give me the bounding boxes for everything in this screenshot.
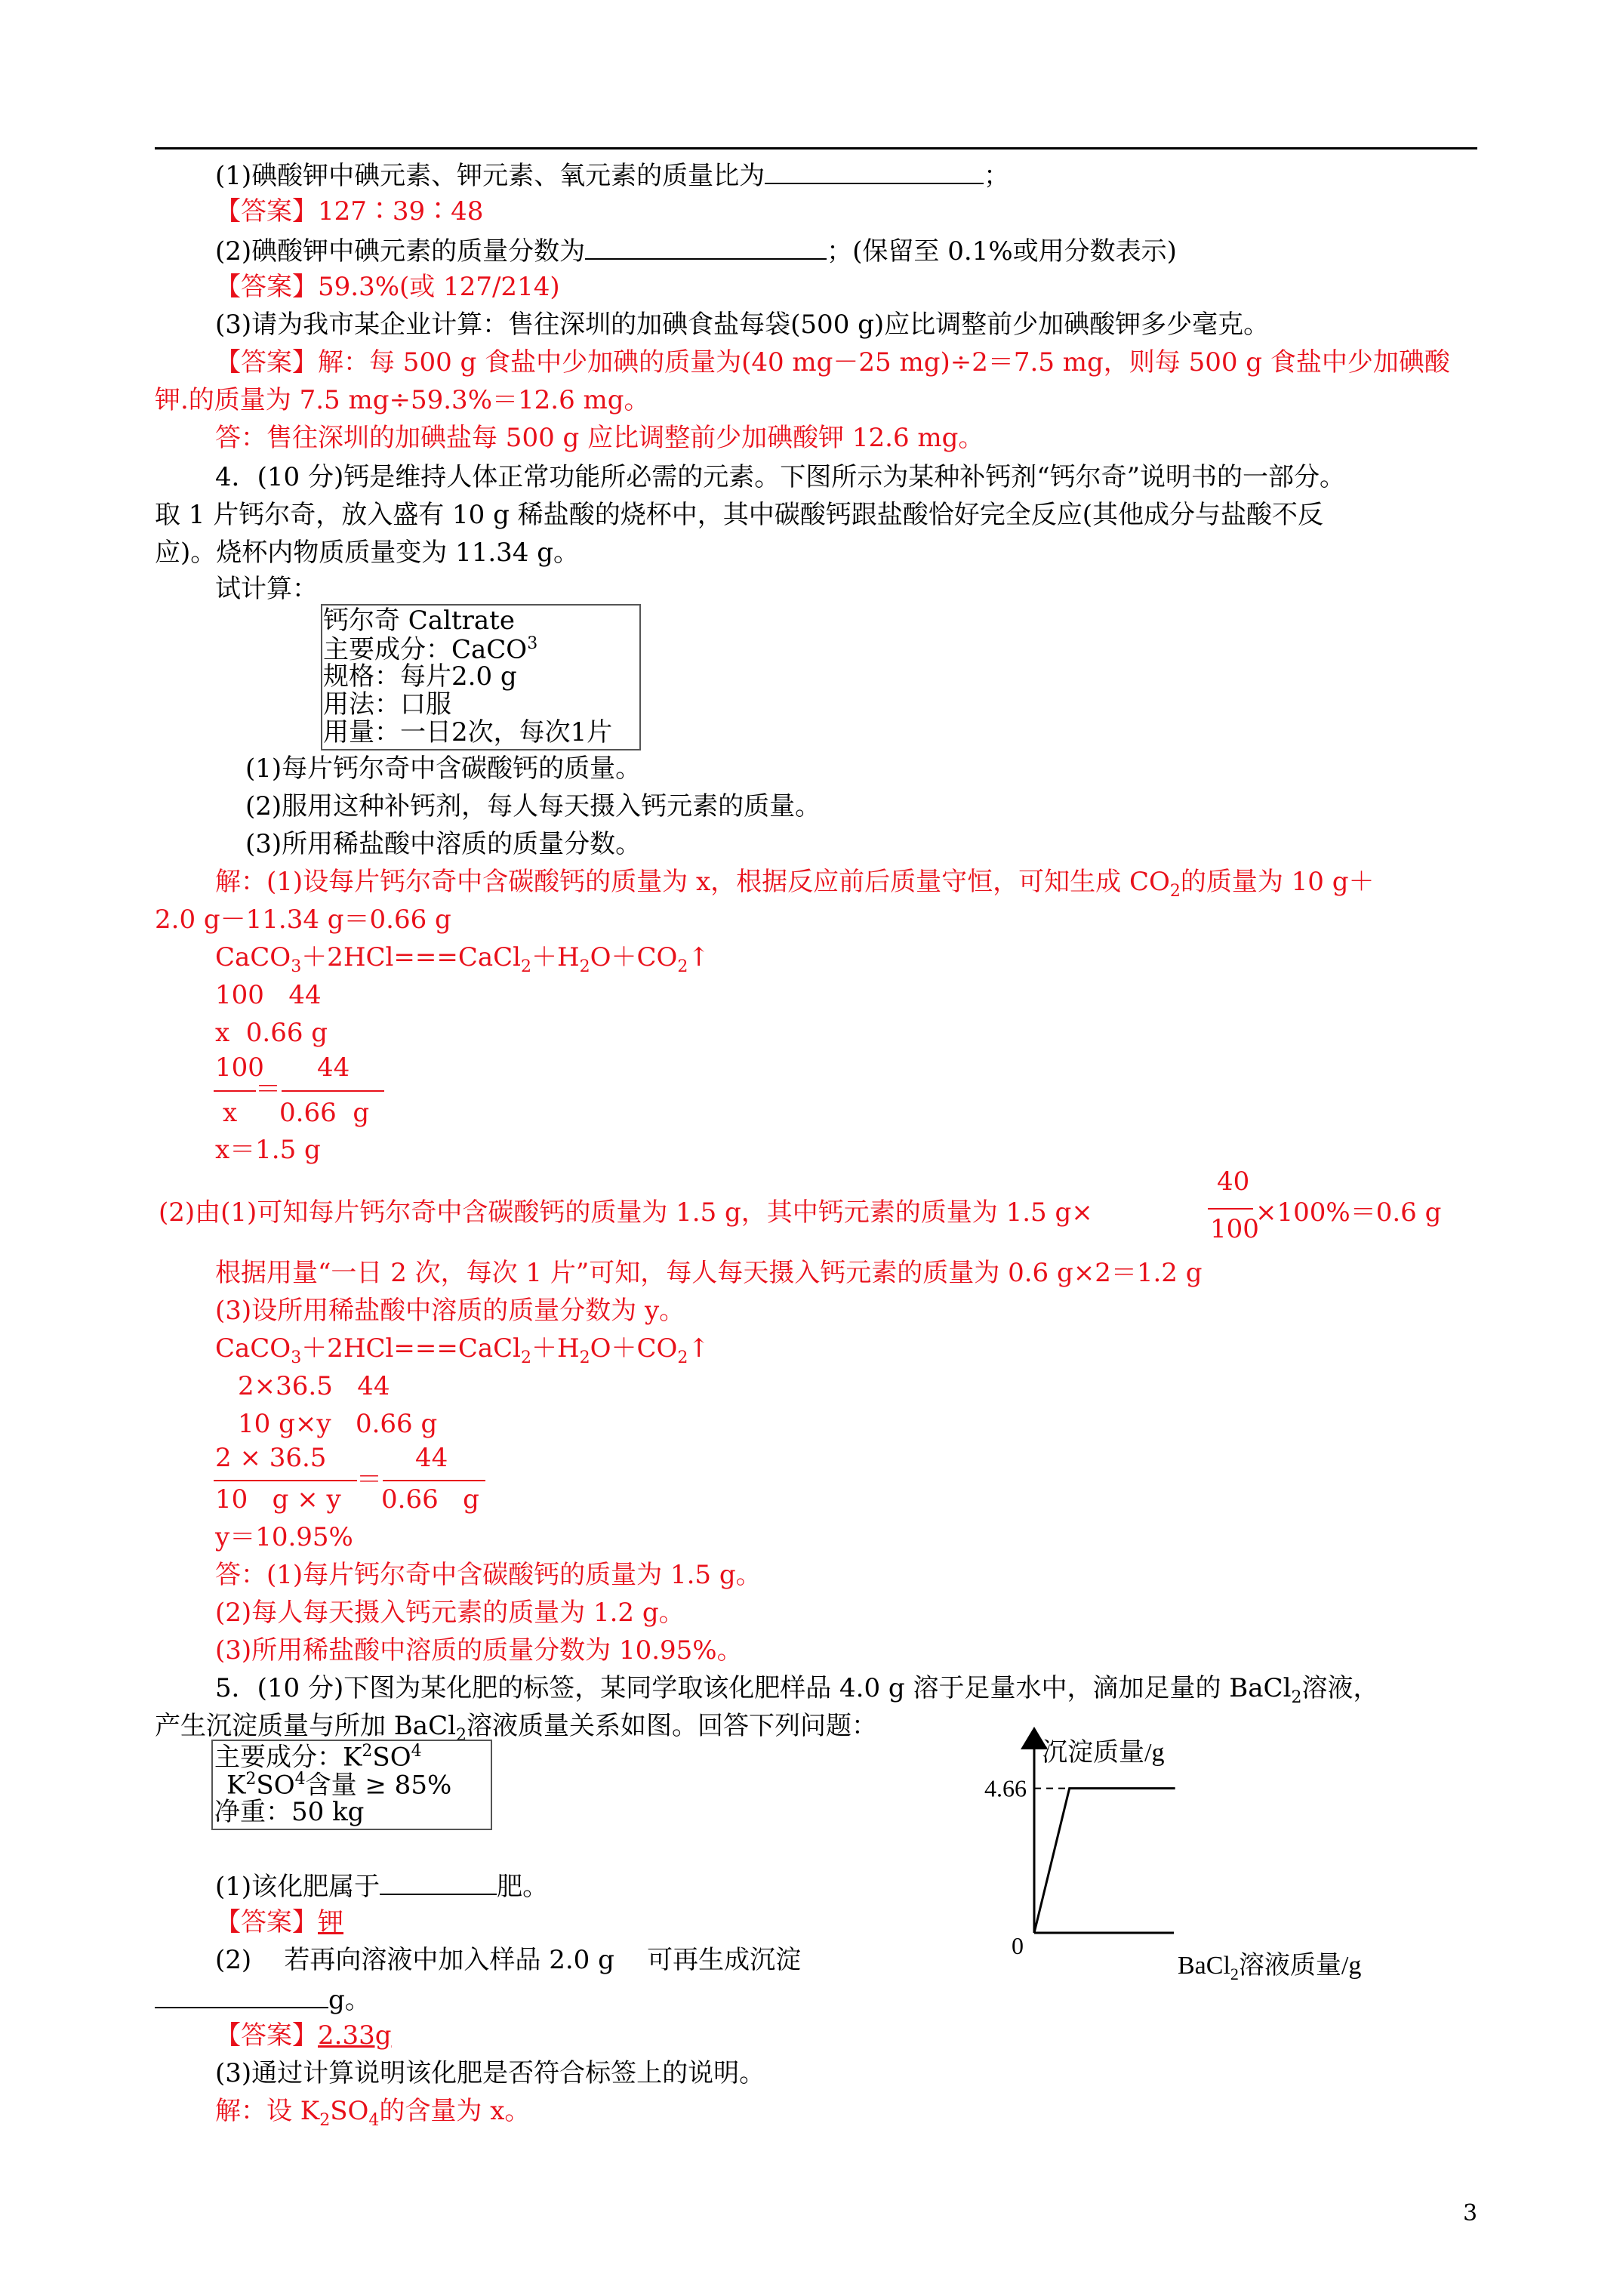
q3-answer3-line1: 【答案】解：每 500 g 食盐中少加碘的质量为(40 mg－25 mg)÷2＝7.5 mg，则每 500 g 食盐中少加碘酸 [215, 347, 1450, 378]
q5-subq1: (1)该化肥属于 肥。 [215, 1872, 549, 1902]
series-line [1034, 1789, 1175, 1933]
q4-answer2: (2)每人每天摄入钙元素的质量为 1.2 g。 [215, 1598, 685, 1628]
q5-subq3: (3)通过计算说明该化肥是否符合标签上的说明。 [215, 2058, 765, 2088]
q4-answer3: (3)所用稀盐酸中溶质的质量分数为 10.95%。 [215, 1635, 743, 1666]
q5-answer1: 【答案】钾 [215, 1907, 343, 1937]
q4-subq1: (1)每片钙尔奇中含碳酸钙的质量。 [245, 754, 642, 784]
q4-fraction2-den-right: 0.66 g [381, 1484, 479, 1515]
q3-answer2: 【答案】59.3%(或 127/214) [215, 272, 560, 302]
q4-intro-line3: 应)。烧杯内物质质量变为 11.34 g。 [155, 538, 579, 568]
answer-blank[interactable] [155, 1984, 328, 2008]
answer-blank[interactable] [765, 160, 984, 184]
q4-fraction2-num-left: 2 × 36.5 [215, 1443, 327, 1473]
q4-solution-line1: 解：(1)设每片钙尔奇中含碳酸钙的质量为 x，根据反应前后质量守恒，可知生成 $CO_2$的质量为 10 g＋ [215, 867, 1375, 901]
q4-part2-frac-den: 100 [1210, 1214, 1259, 1244]
q4-part2-frac-bar [1208, 1208, 1253, 1210]
answer-blank[interactable] [380, 1871, 497, 1895]
q3-answer3-line2: 钾.的质量为 7.5 mg÷59.3%＝12.6 mg。 [155, 385, 650, 415]
fertilizer-label-l3: 净重：50 kg [214, 1797, 365, 1827]
q4-equation2: $CaCO_3+2HCl===CaCl_2+H_2O+CO_2↑$ [215, 1333, 710, 1367]
q5-solution: 解：设 $K_2SO_4$的含量为 x。 [215, 2096, 531, 2130]
caltrate-label-l2: 主要成分：CaCO$^3$ [323, 634, 538, 665]
page-number: 3 [1463, 2200, 1478, 2227]
y-tick-label: 4.66 [984, 1774, 1027, 1802]
q4-fraction1-num-right: 44 [317, 1052, 350, 1083]
q4-fraction2-den-left: 10 g × y [215, 1484, 341, 1515]
q4-ratio-row1: 100 44 [215, 980, 322, 1010]
q4-try-calc: 试计算： [215, 574, 318, 604]
q4-part2-frac-num: 40 [1217, 1166, 1250, 1197]
q5-subq2: (2) 若再向溶液中加入样品 2.0 g 可再生成沉淀 [215, 1945, 802, 1975]
q4-part3-line1: (3)设所用稀盐酸中溶质的质量分数为 y。 [215, 1296, 685, 1326]
q4-fraction2-bar-right [383, 1480, 485, 1481]
q5-intro-line2: 产生沉淀质量与所加 BaCl$_2$溶液质量关系如图。回答下列问题： [155, 1711, 877, 1745]
q4-fraction1-den-right: 0.66 g [279, 1098, 370, 1128]
q4-fraction1-equals: ＝ [255, 1074, 281, 1105]
caltrate-label-l4: 用法：口服 [323, 689, 451, 720]
x-axis-label: BaCl$_2$溶液质量/g [1178, 1952, 1362, 1983]
q4-fraction1-den-left: x [223, 1098, 238, 1128]
origin-label: 0 [1012, 1932, 1024, 1959]
fertilizer-label-l2: $K^2SO^4$含量 ≥ 85% [226, 1770, 452, 1801]
q4-ratio-row3: 2×36.5 44 [238, 1371, 390, 1401]
q4-ratio-row4: 10 g×y 0.66 g [238, 1409, 438, 1439]
q4-equation1: $CaCO_3+2HCl===CaCl_2+H_2O+CO_2↑$ [215, 942, 710, 976]
q4-intro-line2: 取 1 片钙尔奇，放入盛有 10 g 稀盐酸的烧杯中，其中碳酸钙跟盐酸恰好完全反应(其他成分与盐酸不反 [155, 500, 1323, 530]
fertilizer-label-l1: 主要成分：$K^2SO^4$ [214, 1742, 422, 1773]
q5-answer2: 【答案】2.33g [215, 2020, 392, 2051]
q4-part2-line2: 根据用量“一日 2 次，每次 1 片”可知，每人每天摄入钙元素的质量为 0.6 g×2＝1.2 g [215, 1258, 1203, 1288]
q5-subq2-line2: g。 [155, 1984, 371, 2014]
q4-fraction1-bar-left [214, 1090, 256, 1092]
q4-answer1: 答：(1)每片钙尔奇中含碳酸钙的质量为 1.5 g。 [215, 1560, 762, 1590]
q4-intro-line1: 4．(10 分)钙是维持人体正常功能所必需的元素。下图所示为某种补钙剂“钙尔奇”说明书的一部分。 [215, 462, 1345, 492]
q4-subq2: (2)服用这种补钙剂，每人每天摄入钙元素的质量。 [245, 791, 821, 821]
q4-fraction2-equals: ＝ [356, 1465, 382, 1495]
q3-part2: (2)碘酸钾中碘元素的质量分数为 ；(保留至 0.1%或用分数表示) [215, 236, 1177, 267]
q4-fraction2-num-right: 44 [415, 1443, 448, 1473]
q4-x-result: x＝1.5 g [215, 1135, 321, 1165]
q4-fraction1-num-left: 100 [215, 1052, 264, 1083]
q3-part3: (3)请为我市某企业计算：售往深圳的加碘食盐每袋(500 g)应比调整前少加碘酸钾多少毫克。 [215, 310, 1270, 340]
precipitate-chart [951, 1714, 1419, 1986]
q4-solution-line2: 2.0 g－11.34 g＝0.66 g [155, 905, 451, 935]
caltrate-label-l3: 规格：每片2.0 g [323, 661, 517, 692]
q5-intro-line1: 5．(10 分)下图为某化肥的标签，某同学取该化肥样品 4.0 g 溶于足量水中，滴加足量的 BaCl$_2$溶液， [215, 1673, 1379, 1707]
caltrate-label-l1: 钙尔奇 Caltrate [323, 606, 515, 636]
q3-part1: (1)碘酸钾中碘元素、钾元素、氧元素的质量比为 ； [215, 161, 1010, 191]
q4-part2-text: (2)由(1)可知每片钙尔奇中含碳酸钙的质量为 1.5 g，其中钙元素的质量为 1.5 g× [159, 1197, 1093, 1228]
q4-y-result: y＝10.95% [215, 1522, 353, 1552]
q3-answer3-line3: 答：售往深圳的加碘盐每 500 g 应比调整前少加碘酸钾 12.6 mg。 [215, 423, 984, 453]
q4-ratio-row2: x 0.66 g [215, 1018, 328, 1048]
q4-subq3: (3)所用稀盐酸中溶质的质量分数。 [245, 829, 642, 859]
header-rule [155, 147, 1477, 149]
answer-blank[interactable] [585, 236, 827, 260]
q4-fraction2-bar-left [214, 1480, 357, 1481]
y-axis-label: 沉淀质量/g [1042, 1739, 1165, 1767]
caltrate-label-l5: 用量：一日2次，每次1片 [323, 717, 613, 747]
q4-fraction1-bar-right [282, 1090, 384, 1092]
q3-answer1: 【答案】127∶39∶48 [215, 196, 484, 227]
q4-part2-text-end: ×100%＝0.6 g [1255, 1197, 1442, 1228]
